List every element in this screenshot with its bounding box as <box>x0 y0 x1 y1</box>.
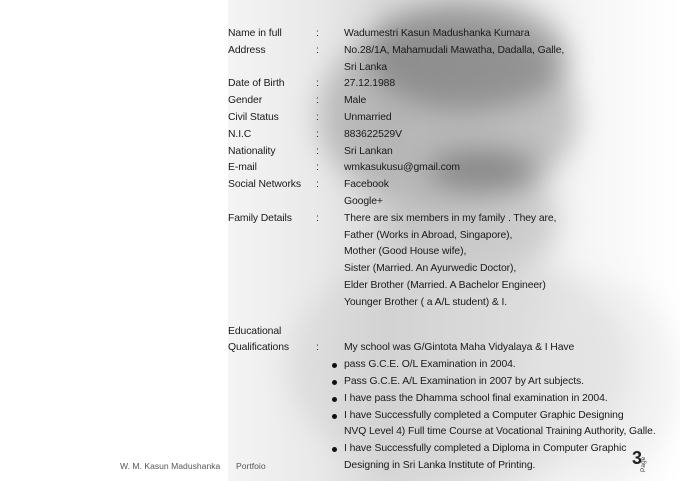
detail-row <box>228 244 668 261</box>
field-colon: : <box>316 78 319 90</box>
education-item <box>332 441 668 475</box>
field-value: Sri Lanka <box>344 61 387 73</box>
education-row <box>228 324 668 341</box>
field-colon: : <box>316 212 319 224</box>
detail-row <box>228 76 668 93</box>
field-value: Elder Brother (Married. A Bachelor Engineer) <box>344 279 546 291</box>
field-value: wmkasukusu@gmail.com <box>344 162 460 174</box>
detail-row <box>228 177 668 194</box>
field-label: Name in full <box>228 28 282 39</box>
education-item-line: I have Successfully completed a Diploma in Computer Graphic <box>344 443 627 455</box>
detail-row <box>228 211 668 228</box>
field-colon: : <box>316 111 319 123</box>
education-item <box>332 408 668 442</box>
detail-row <box>228 93 668 110</box>
field-value: Unmarried <box>344 111 392 123</box>
field-label: Social Networks <box>228 179 301 191</box>
education-row <box>228 340 668 357</box>
detail-row <box>228 228 668 245</box>
detail-row <box>228 43 668 60</box>
education-list-wrap <box>344 357 668 475</box>
detail-row <box>228 110 668 127</box>
field-value: Wadumestri Kasun Madushanka Kumara <box>344 28 530 39</box>
education-item-line: pass G.C.E. O/L Examination in 2004. <box>344 359 516 371</box>
education-label: Educational <box>228 325 282 337</box>
field-colon: : <box>316 28 319 39</box>
education-item-line: I have Successfully completed a Computer Graphic Designing <box>344 409 624 421</box>
field-value: 27.12.1988 <box>344 78 396 90</box>
education-item <box>332 374 668 391</box>
field-value: Sister (Married. An Ayurwedic Doctor), <box>344 263 517 275</box>
field-colon: : <box>316 145 319 157</box>
education-item-line: I have pass the Dhamma school final examination in 2004. <box>344 392 608 404</box>
detail-row <box>228 26 668 43</box>
education-label: Qualifications <box>228 342 289 354</box>
education-item-line: Designing in Sri Lanka Institute of Printing. <box>344 459 536 471</box>
field-value: No.28/1A, Mahamudali Mawatha, Dadalla, Galle, <box>344 44 565 56</box>
personal-details <box>228 26 668 475</box>
education-item-line: Pass G.C.E. A/L Examination in 2007 by Art subjects. <box>344 375 584 387</box>
field-colon: : <box>316 162 319 174</box>
detail-row <box>228 295 668 312</box>
education-value: My school was G/Gintota Maha Vidyalaya & I Have <box>344 342 575 354</box>
field-value: Facebook <box>344 179 389 191</box>
detail-row <box>228 60 668 77</box>
detail-row <box>228 127 668 144</box>
page-label: Page <box>640 456 647 472</box>
education-list-row <box>228 357 668 475</box>
page-number: 3 <box>632 448 643 468</box>
education-item <box>332 357 668 374</box>
detail-row <box>228 194 668 211</box>
detail-row <box>228 144 668 161</box>
field-value: Younger Brother ( a A/L student) & I. <box>344 296 508 308</box>
section-gap <box>228 312 668 324</box>
field-value: Sri Lankan <box>344 145 393 157</box>
education-list <box>344 357 668 475</box>
footer-section: Portfoio <box>236 461 266 471</box>
field-value: Father (Works in Abroad, Singapore), <box>344 229 513 241</box>
field-value: 883622529V <box>344 128 402 140</box>
field-value: Mother (Good House wife), <box>344 246 467 258</box>
detail-row <box>228 160 668 177</box>
field-value: Male <box>344 95 367 107</box>
footer-author: W. M. Kasun Madushanka <box>120 461 221 471</box>
education-colon: : <box>316 342 319 354</box>
field-colon: : <box>316 128 319 140</box>
field-label: Gender <box>228 95 263 107</box>
field-label: Address <box>228 44 266 56</box>
field-label: Family Details <box>228 212 292 224</box>
field-label: Date of Birth <box>228 78 285 90</box>
field-label: Civil Status <box>228 111 279 123</box>
field-value: Google+ <box>344 195 383 207</box>
education-item <box>332 391 668 408</box>
detail-row <box>228 278 668 295</box>
field-label: N.I.C <box>228 128 252 140</box>
field-value: There are six members in my family . They are, <box>344 212 557 224</box>
field-colon: : <box>316 95 319 107</box>
field-label: E-mail <box>228 162 257 174</box>
detail-row <box>228 261 668 278</box>
field-colon: : <box>316 44 319 56</box>
field-label: Nationality <box>228 145 276 157</box>
education-item-line: NVQ Level 4) Full time Course at Vocational Training Authority, Galle. <box>344 426 656 438</box>
field-colon: : <box>316 179 319 191</box>
